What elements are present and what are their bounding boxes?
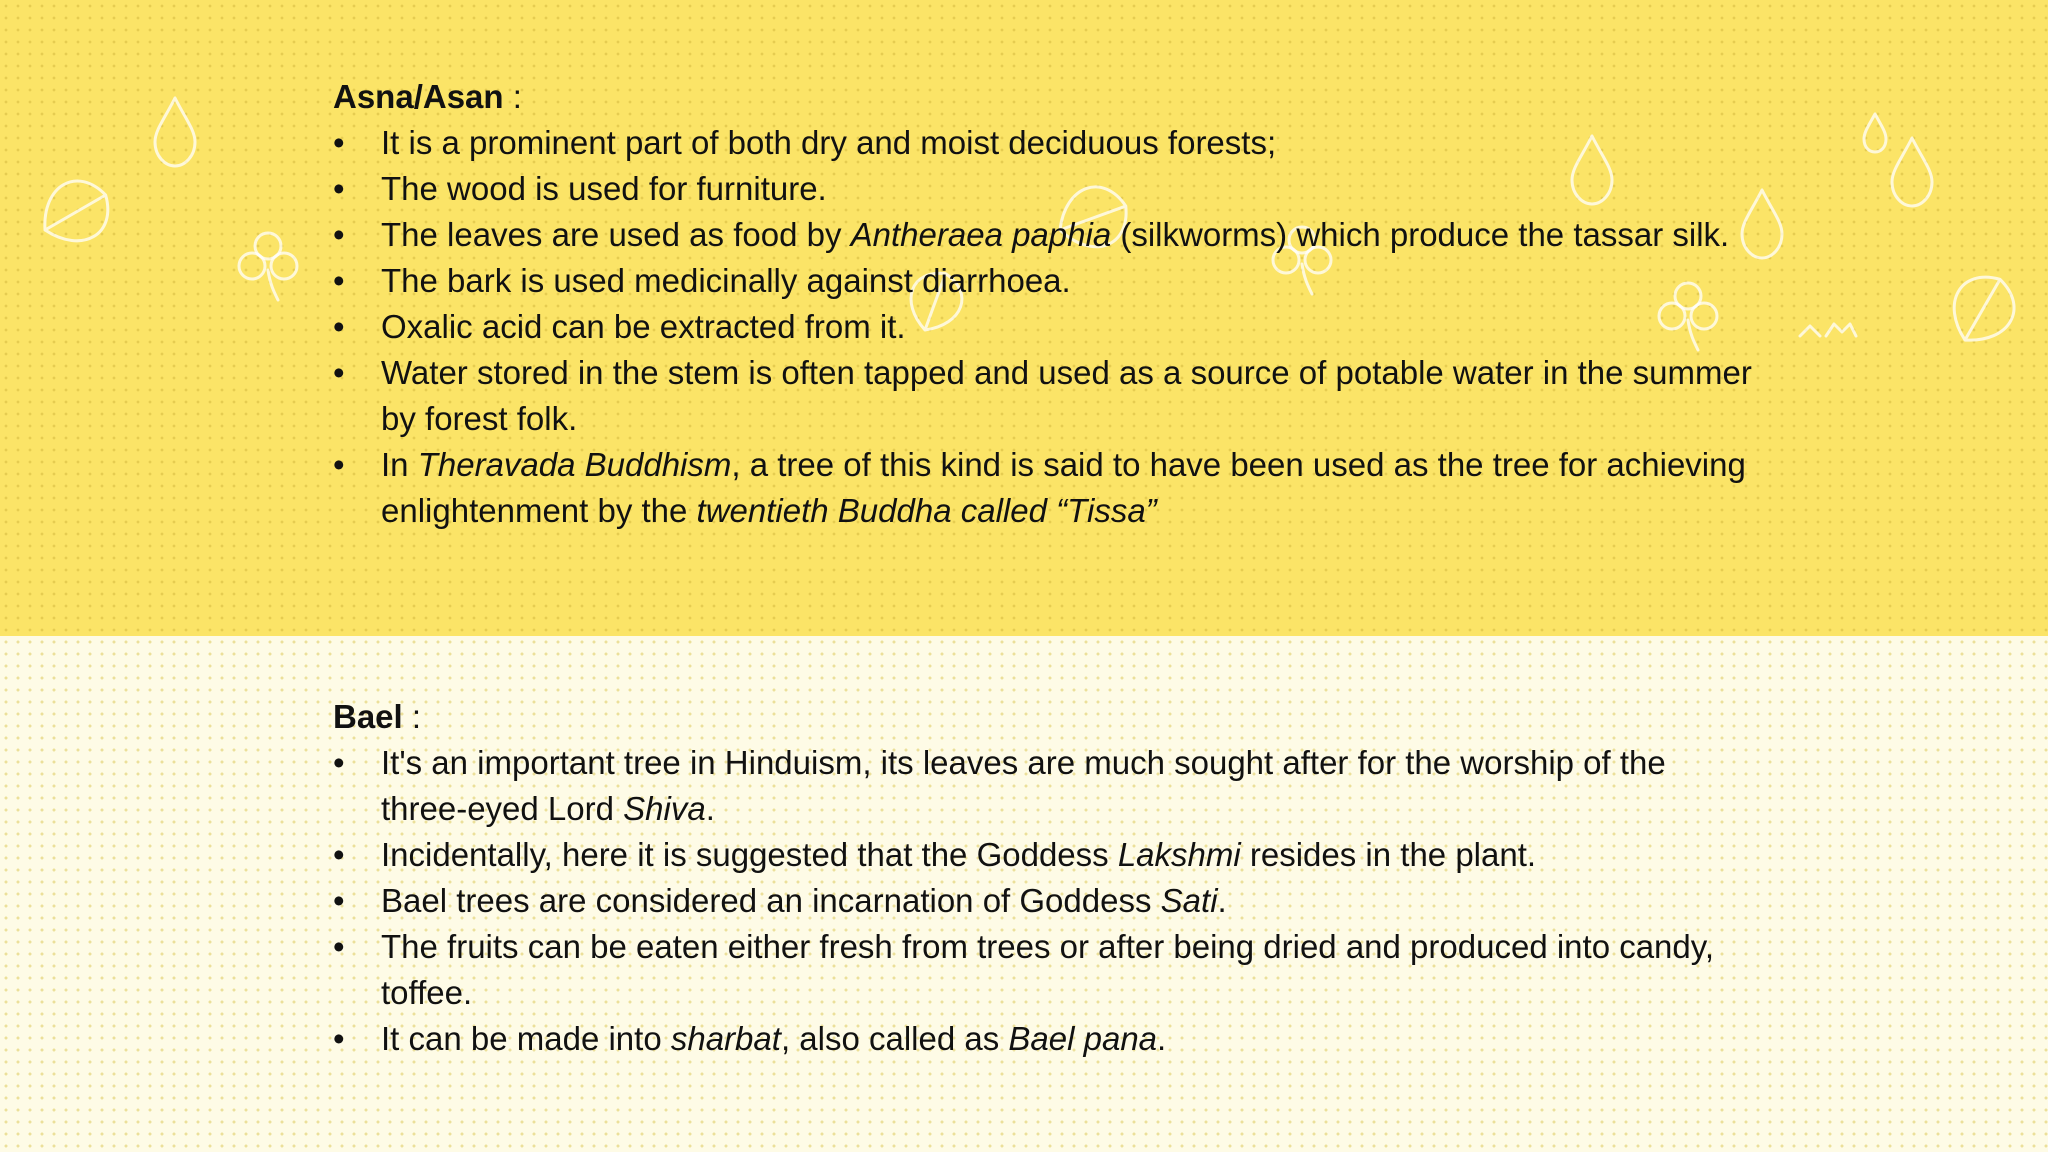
bullet-text: Incidentally, here it is suggested that the Goddess [381, 836, 1118, 873]
bullet-text: resides in the plant. [1240, 836, 1537, 873]
bullet-text: Bael trees are considered an incarnation of Goddess [381, 882, 1161, 919]
italic-text: Sati [1160, 882, 1218, 919]
bullet-text: The fruits can be eaten either fresh from trees or after being dried and produced into candy, toffee. [381, 928, 1714, 1011]
bullet-text: The wood is used for furniture. [381, 170, 827, 207]
italic-text: Lakshmi [1117, 836, 1241, 873]
bael-bullet-list [333, 740, 1753, 1062]
asna-bullet-item [333, 350, 1753, 442]
bullet-text: . [1157, 1020, 1167, 1057]
asna-bullet-list [333, 120, 1753, 534]
bullet-text: The leaves are used as food by [381, 216, 851, 253]
bael-bullet-item [333, 740, 1753, 832]
italic-text: Antheraea paphia [850, 216, 1112, 253]
bael-bullet-item [333, 1016, 1753, 1062]
bullet-text: Water stored in the stem is often tapped and used as a source of potable water in the summer by forest folk. [381, 354, 1752, 437]
bullet-text: It is a prominent part of both dry and moist deciduous forests; [381, 124, 1277, 161]
asna-bullet-item [333, 120, 1753, 166]
italic-text: Shiva [623, 790, 706, 827]
bullet-text: It's an important tree in Hinduism, its leaves are much sought after for the worship of the three-eyed Lord [381, 744, 1666, 827]
bullet-text: . [705, 790, 715, 827]
bullet-text: It can be made into [381, 1020, 671, 1057]
bael-bullet-item [333, 924, 1753, 1016]
italic-text: Theravada Buddhism [417, 446, 732, 483]
bullet-text: In [381, 446, 418, 483]
asna-bullet-item [333, 304, 1753, 350]
bullet-text: , a tree of this kind is said to have been used as the tree for achieving enlightenment by the [381, 446, 1746, 529]
italic-text: Bael pana [1008, 1020, 1158, 1057]
italic-text: sharbat [670, 1020, 781, 1057]
asna-title: Asna/Asan [333, 78, 504, 115]
asna-section [333, 74, 1753, 534]
bullet-text: The bark is used medicinally against diarrhoea. [381, 262, 1071, 299]
bael-heading [333, 694, 1753, 740]
asna-heading [333, 74, 1753, 120]
bael-section [333, 694, 1753, 1062]
bael-bullet-item [333, 878, 1753, 924]
asna-title-suffix: : [503, 78, 522, 115]
bullet-text: (silkworms) which produce the tassar silk. [1111, 216, 1730, 253]
bullet-text: Oxalic acid can be extracted from it. [381, 308, 906, 345]
asna-bullet-item [333, 166, 1753, 212]
asna-bullet-item [333, 258, 1753, 304]
bael-title-suffix: : [402, 698, 422, 735]
asna-bullet-item [333, 212, 1753, 258]
italic-text: twentieth Buddha called “Tissa” [696, 492, 1157, 529]
bael-bullet-item [333, 832, 1753, 878]
bael-title: Bael [333, 698, 403, 735]
bullet-text: . [1217, 882, 1227, 919]
bullet-text: , also called as [780, 1020, 1009, 1057]
asna-bullet-item [333, 442, 1753, 534]
